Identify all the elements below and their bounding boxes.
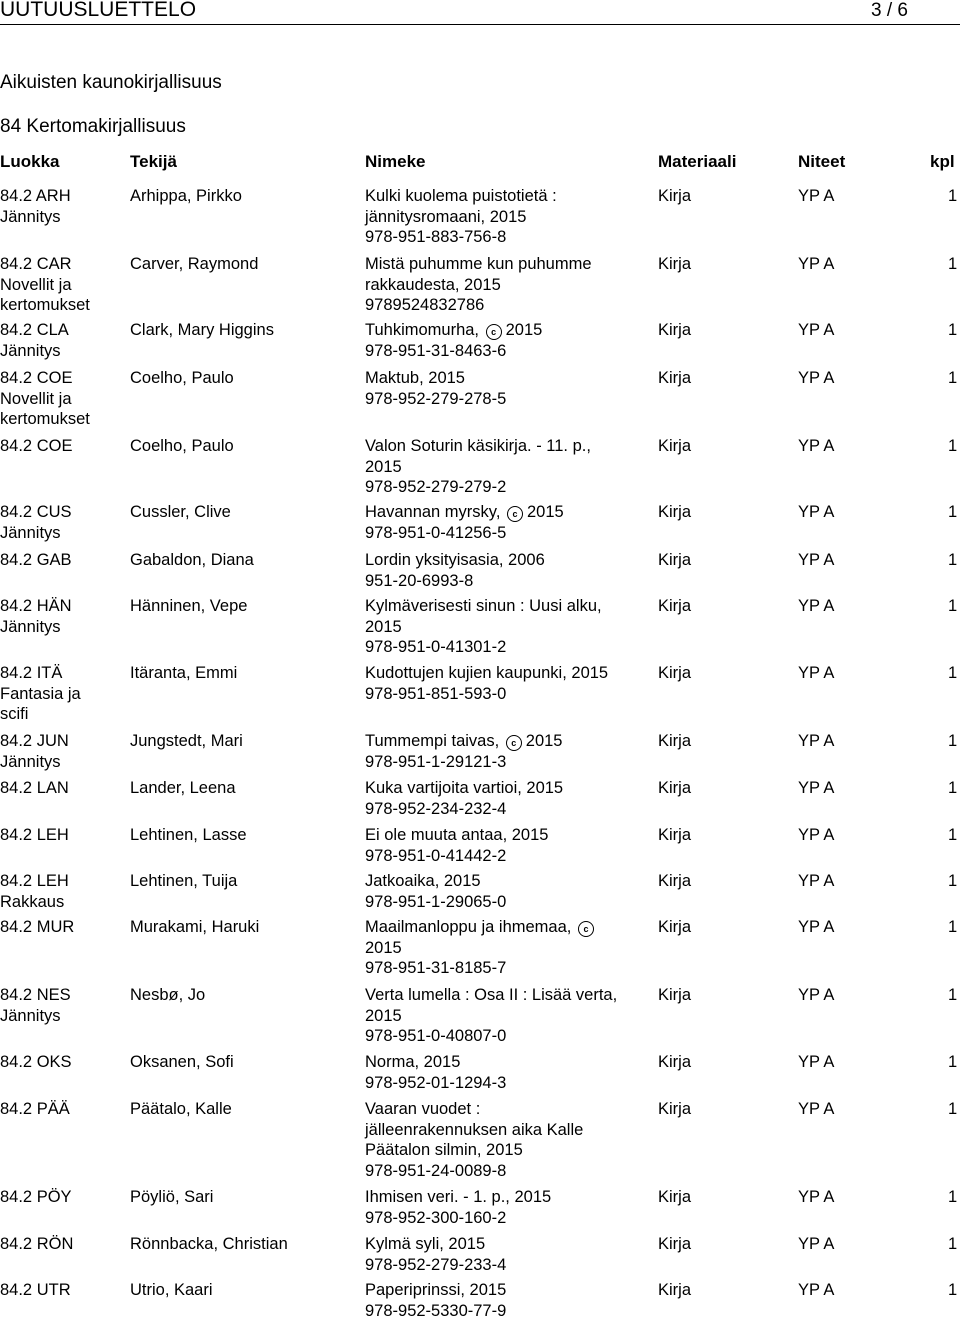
cell-materiaali: Kirja (658, 550, 691, 571)
cell-line: Mistä puhumme kun puhumme (365, 254, 592, 275)
cell-kpl: 1 (948, 1187, 957, 1208)
cell-line: Kylmä syli, 2015 (365, 1234, 506, 1255)
cell-line: Jännitys (0, 1006, 71, 1027)
cell-tekija: Lehtinen, Lasse (130, 825, 247, 846)
cell-line: Havannan myrsky, c 2015 (365, 502, 564, 523)
cell-niteet: YP A (798, 825, 834, 846)
cell-nimeke (365, 320, 542, 361)
cell-line: Kuka vartijoita vartioi, 2015 (365, 778, 563, 799)
cell-line: 84.2 COE (0, 368, 90, 389)
cell-niteet: YP A (798, 254, 834, 275)
column-header-kpl: kpl (930, 152, 955, 172)
cell-niteet: YP A (798, 186, 834, 207)
cell-luokka (0, 825, 69, 846)
cell-tekija: Hänninen, Vepe (130, 596, 247, 617)
cell-tekija: Lander, Leena (130, 778, 236, 799)
cell-kpl: 1 (948, 550, 957, 571)
cell-materiaali: Kirja (658, 985, 691, 1006)
cell-line: 84.2 MUR (0, 917, 74, 938)
page-number: 3 / 6 (871, 0, 908, 22)
cell-materiaali: Kirja (658, 778, 691, 799)
cell-tekija: Coelho, Paulo (130, 368, 234, 389)
cell-nimeke (365, 917, 598, 979)
cell-niteet: YP A (798, 320, 834, 341)
cell-line: kertomukset (0, 409, 90, 430)
cell-line: 978-951-883-756-8 (365, 227, 557, 248)
cell-niteet: YP A (798, 1234, 834, 1255)
document-title: UUTUUSLUETTELO (0, 0, 196, 22)
cell-tekija: Carver, Raymond (130, 254, 258, 275)
cell-niteet: YP A (798, 731, 834, 752)
cell-line: 84.2 RÖN (0, 1234, 73, 1255)
cell-niteet: YP A (798, 550, 834, 571)
cell-kpl: 1 (948, 731, 957, 752)
cell-luokka (0, 1052, 72, 1073)
cell-kpl: 1 (948, 368, 957, 389)
cell-tekija: Utrio, Kaari (130, 1280, 213, 1301)
cell-line: Jännitys (0, 752, 69, 773)
cell-luokka (0, 436, 72, 457)
cell-niteet: YP A (798, 502, 834, 523)
cell-nimeke (365, 1280, 506, 1321)
cell-kpl: 1 (948, 985, 957, 1006)
cell-line: Valon Soturin käsikirja. - 11. p., (365, 436, 591, 457)
column-header-niteet: Niteet (798, 152, 845, 172)
cell-kpl: 1 (948, 186, 957, 207)
cell-niteet: YP A (798, 985, 834, 1006)
cell-nimeke (365, 825, 548, 866)
cell-line: Maailmanloppu ja ihmemaa, c (365, 917, 598, 938)
cell-niteet: YP A (798, 596, 834, 617)
cell-nimeke (365, 663, 608, 704)
column-header-nimeke: Nimeke (365, 152, 425, 172)
cell-line: 978-951-1-29121-3 (365, 752, 562, 773)
cell-line: Jännitys (0, 341, 69, 362)
column-header-tekija: Tekijä (130, 152, 177, 172)
subsection-heading: 84 Kertomakirjallisuus (0, 116, 186, 138)
cell-luokka (0, 320, 69, 361)
cell-luokka (0, 1280, 71, 1301)
cell-kpl: 1 (948, 254, 957, 275)
cell-materiaali: Kirja (658, 1280, 691, 1301)
cell-line: 2015 (365, 1006, 617, 1027)
cell-kpl: 1 (948, 436, 957, 457)
cell-line: 978-952-300-160-2 (365, 1208, 551, 1229)
table-header (0, 152, 960, 174)
cell-niteet: YP A (798, 663, 834, 684)
cell-line: 2015 (365, 457, 591, 478)
cell-line: 84.2 ARH (0, 186, 71, 207)
column-header-materiaali: Materiaali (658, 152, 736, 172)
cell-line: 978-951-0-41301-2 (365, 637, 602, 658)
cell-nimeke (365, 778, 563, 819)
cell-line: 978-951-0-40807-0 (365, 1026, 617, 1047)
cell-line: 84.2 OKS (0, 1052, 72, 1073)
cell-line: 978-952-5330-77-9 (365, 1301, 506, 1321)
cell-materiaali: Kirja (658, 731, 691, 752)
cell-tekija: Itäranta, Emmi (130, 663, 237, 684)
cell-line: Rakkaus (0, 892, 69, 913)
cell-kpl: 1 (948, 502, 957, 523)
cell-line: Jatkoaika, 2015 (365, 871, 506, 892)
cell-line: Fantasia ja (0, 684, 81, 705)
cell-line: Ihmisen veri. - 1. p., 2015 (365, 1187, 551, 1208)
cell-luokka (0, 985, 71, 1026)
cell-line: 84.2 PÄÄ (0, 1099, 70, 1120)
cell-line: 978-951-0-41256-5 (365, 523, 564, 544)
cell-nimeke (365, 436, 591, 498)
header-divider (0, 24, 960, 25)
cell-line: Novellit ja (0, 389, 90, 410)
cell-materiaali: Kirja (658, 1099, 691, 1120)
cell-kpl: 1 (948, 596, 957, 617)
cell-line: Maktub, 2015 (365, 368, 506, 389)
cell-nimeke (365, 1052, 506, 1093)
cell-line: Kudottujen kujien kaupunki, 2015 (365, 663, 608, 684)
cell-line: Paperiprinssi, 2015 (365, 1280, 506, 1301)
cell-line: rakkaudesta, 2015 (365, 275, 592, 296)
cell-luokka (0, 368, 90, 430)
cell-line: 978-952-279-279-2 (365, 477, 591, 498)
cell-line: 84.2 CAR (0, 254, 90, 275)
cell-line: 84.2 ITÄ (0, 663, 81, 684)
cell-nimeke (365, 550, 545, 591)
cell-materiaali: Kirja (658, 1052, 691, 1073)
cell-line: kertomukset (0, 295, 90, 316)
cell-line: Ei ole muuta antaa, 2015 (365, 825, 548, 846)
cell-tekija: Pöyliö, Sari (130, 1187, 213, 1208)
cell-line: 978-951-24-0089-8 (365, 1161, 583, 1182)
cell-materiaali: Kirja (658, 368, 691, 389)
column-header-luokka: Luokka (0, 152, 60, 172)
cell-line: 2015 (365, 617, 602, 638)
copyright-icon: c (506, 735, 522, 751)
cell-tekija: Coelho, Paulo (130, 436, 234, 457)
cell-niteet: YP A (798, 1099, 834, 1120)
cell-nimeke (365, 254, 592, 316)
cell-line: 978-952-279-233-4 (365, 1255, 506, 1276)
cell-luokka (0, 1099, 70, 1120)
cell-line: 9789524832786 (365, 295, 592, 316)
cell-line: 978-952-279-278-5 (365, 389, 506, 410)
cell-niteet: YP A (798, 1187, 834, 1208)
cell-line: 978-951-31-8185-7 (365, 958, 598, 979)
cell-line: 978-952-234-232-4 (365, 799, 563, 820)
cell-luokka (0, 917, 74, 938)
cell-tekija: Clark, Mary Higgins (130, 320, 274, 341)
cell-materiaali: Kirja (658, 596, 691, 617)
cell-nimeke (365, 871, 506, 912)
cell-line: 84.2 COE (0, 436, 72, 457)
cell-tekija: Lehtinen, Tuija (130, 871, 237, 892)
cell-line: 2015 (365, 938, 598, 959)
cell-luokka (0, 186, 71, 227)
section-heading: Aikuisten kaunokirjallisuus (0, 72, 222, 94)
cell-nimeke (365, 1187, 551, 1228)
cell-luokka (0, 596, 72, 637)
cell-line: Jännitys (0, 523, 72, 544)
cell-line: 84.2 LEH (0, 825, 69, 846)
cell-line: 84.2 NES (0, 985, 71, 1006)
cell-niteet: YP A (798, 871, 834, 892)
cell-materiaali: Kirja (658, 502, 691, 523)
cell-line: Jännitys (0, 207, 71, 228)
cell-tekija: Murakami, Haruki (130, 917, 259, 938)
cell-materiaali: Kirja (658, 320, 691, 341)
cell-tekija: Rönnbacka, Christian (130, 1234, 288, 1255)
cell-luokka (0, 731, 69, 772)
cell-line: Lordin yksityisasia, 2006 (365, 550, 545, 571)
cell-line: jälleenrakennuksen aika Kalle (365, 1120, 583, 1141)
cell-kpl: 1 (948, 663, 957, 684)
cell-materiaali: Kirja (658, 663, 691, 684)
cell-line: Vaaran vuodet : (365, 1099, 583, 1120)
cell-tekija: Gabaldon, Diana (130, 550, 254, 571)
cell-materiaali: Kirja (658, 436, 691, 457)
cell-line: 84.2 LAN (0, 778, 69, 799)
cell-kpl: 1 (948, 1234, 957, 1255)
cell-line: 978-952-01-1294-3 (365, 1073, 506, 1094)
cell-luokka (0, 1234, 73, 1255)
cell-line: 84.2 CUS (0, 502, 72, 523)
cell-luokka (0, 502, 72, 543)
cell-luokka (0, 550, 72, 571)
cell-nimeke (365, 502, 564, 543)
cell-line: 978-951-31-8463-6 (365, 341, 542, 362)
cell-luokka (0, 1187, 72, 1208)
cell-line: 84.2 PÖY (0, 1187, 72, 1208)
cell-line: 978-951-0-41442-2 (365, 846, 548, 867)
cell-kpl: 1 (948, 778, 957, 799)
cell-line: Päätalon silmin, 2015 (365, 1140, 583, 1161)
cell-line: 978-951-851-593-0 (365, 684, 608, 705)
cell-kpl: 1 (948, 1052, 957, 1073)
cell-nimeke (365, 731, 562, 772)
cell-niteet: YP A (798, 778, 834, 799)
cell-materiaali: Kirja (658, 186, 691, 207)
cell-line: 951-20-6993-8 (365, 571, 545, 592)
copyright-icon: c (578, 921, 594, 937)
cell-nimeke (365, 985, 617, 1047)
cell-niteet: YP A (798, 1052, 834, 1073)
cell-tekija: Cussler, Clive (130, 502, 231, 523)
cell-nimeke (365, 186, 557, 248)
cell-materiaali: Kirja (658, 871, 691, 892)
cell-line: Tummempi taivas, c 2015 (365, 731, 562, 752)
cell-materiaali: Kirja (658, 917, 691, 938)
cell-niteet: YP A (798, 368, 834, 389)
copyright-icon: c (486, 324, 502, 340)
cell-line: Jännitys (0, 617, 72, 638)
cell-nimeke (365, 368, 506, 409)
cell-tekija: Jungstedt, Mari (130, 731, 243, 752)
cell-line: 84.2 JUN (0, 731, 69, 752)
cell-line: jännitysromaani, 2015 (365, 207, 557, 228)
cell-line: 84.2 CLA (0, 320, 69, 341)
cell-luokka (0, 871, 69, 912)
cell-line: 978-951-1-29065-0 (365, 892, 506, 913)
cell-kpl: 1 (948, 1280, 957, 1301)
cell-niteet: YP A (798, 436, 834, 457)
cell-niteet: YP A (798, 1280, 834, 1301)
cell-line: Verta lumella : Osa II : Lisää verta, (365, 985, 617, 1006)
cell-nimeke (365, 1099, 583, 1181)
cell-luokka (0, 778, 69, 799)
cell-line: Norma, 2015 (365, 1052, 506, 1073)
copyright-icon: c (507, 506, 523, 522)
cell-kpl: 1 (948, 320, 957, 341)
cell-kpl: 1 (948, 825, 957, 846)
cell-kpl: 1 (948, 1099, 957, 1120)
cell-nimeke (365, 1234, 506, 1275)
cell-line: Novellit ja (0, 275, 90, 296)
cell-kpl: 1 (948, 917, 957, 938)
cell-line: 84.2 HÄN (0, 596, 72, 617)
cell-line: Kulki kuolema puistotietä : (365, 186, 557, 207)
cell-line: Kylmäverisesti sinun : Uusi alku, (365, 596, 602, 617)
cell-line: Tuhkimomurha, c 2015 (365, 320, 542, 341)
cell-tekija: Oksanen, Sofi (130, 1052, 234, 1073)
cell-materiaali: Kirja (658, 1234, 691, 1255)
cell-nimeke (365, 596, 602, 658)
cell-luokka (0, 663, 81, 725)
cell-materiaali: Kirja (658, 825, 691, 846)
cell-line: scifi (0, 704, 81, 725)
cell-line: 84.2 UTR (0, 1280, 71, 1301)
cell-materiaali: Kirja (658, 254, 691, 275)
cell-materiaali: Kirja (658, 1187, 691, 1208)
cell-tekija: Arhippa, Pirkko (130, 186, 242, 207)
cell-line: 84.2 LEH (0, 871, 69, 892)
cell-niteet: YP A (798, 917, 834, 938)
cell-tekija: Nesbø, Jo (130, 985, 205, 1006)
cell-line: 84.2 GAB (0, 550, 72, 571)
cell-luokka (0, 254, 90, 316)
cell-tekija: Päätalo, Kalle (130, 1099, 232, 1120)
cell-kpl: 1 (948, 871, 957, 892)
